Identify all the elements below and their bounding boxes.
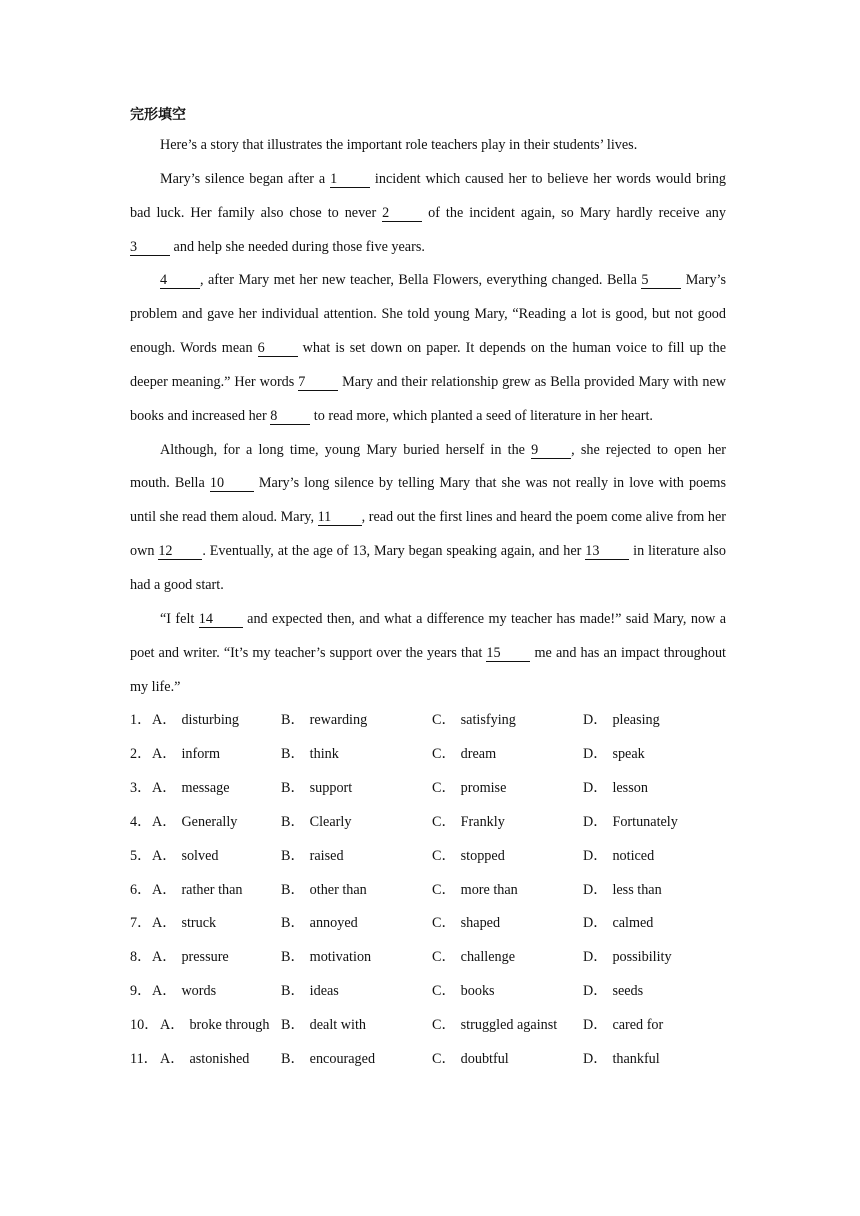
choice-text: shaped	[460, 915, 501, 932]
passage-paragraph	[130, 603, 726, 705]
choice-letter: A．	[152, 949, 177, 966]
question-number: 8．	[130, 949, 152, 966]
choice-text: pleasing	[612, 712, 660, 729]
choice-text: lesson	[612, 780, 648, 797]
option-row	[130, 772, 726, 806]
choice-text: struggled against	[460, 1016, 558, 1033]
option-choice	[583, 840, 723, 874]
option-choice	[432, 738, 583, 772]
choice-letter: B．	[281, 949, 305, 966]
option-choice	[281, 874, 432, 908]
choice-text: raised	[309, 847, 344, 864]
choice-letter: C．	[432, 1050, 456, 1067]
option-choice	[152, 704, 281, 738]
choice-letter: B．	[281, 1050, 305, 1067]
option-choice	[281, 806, 432, 840]
choice-text: struck	[181, 915, 217, 932]
choice-text: seeds	[612, 983, 644, 1000]
option-choice	[432, 704, 583, 738]
choice-text: encouraged	[309, 1050, 376, 1067]
question-number: 6．	[130, 881, 152, 898]
option-choice	[281, 704, 432, 738]
choice-text: dream	[460, 746, 497, 763]
paragraph-text: . Eventually, at the age of 13, Mary began speaking again, and her	[202, 543, 586, 560]
option-choice	[432, 907, 583, 941]
option-choice	[152, 806, 281, 840]
choice-letter: B．	[281, 746, 305, 763]
answer-blank: 9	[531, 442, 571, 459]
choice-letter: B．	[281, 780, 305, 797]
answer-blank: 14	[199, 611, 243, 628]
choice-letter: D．	[583, 813, 608, 830]
choice-letter: D．	[583, 915, 608, 932]
choice-text: other than	[309, 881, 367, 898]
answer-blank: 6	[258, 340, 298, 357]
option-choice	[432, 874, 583, 908]
option-choice	[583, 975, 723, 1009]
option-choice	[152, 907, 281, 941]
choice-letter: A．	[152, 983, 177, 1000]
option-choice	[583, 941, 723, 975]
choice-letter: D．	[583, 1016, 608, 1033]
choice-text: calmed	[612, 915, 654, 932]
option-row	[130, 738, 726, 772]
option-row	[130, 840, 726, 874]
choice-letter: A．	[152, 881, 177, 898]
answer-blank: 3	[130, 239, 170, 256]
choice-letter: C．	[432, 847, 456, 864]
option-choice	[432, 806, 583, 840]
choice-text: think	[309, 746, 339, 763]
option-choice	[583, 1009, 723, 1043]
option-choice	[583, 806, 723, 840]
option-choice	[432, 840, 583, 874]
choice-letter: B．	[281, 847, 305, 864]
option-choice	[160, 1009, 281, 1043]
paragraph-text: , after Mary met her new teacher, Bella Flowers, everything changed. Bella	[200, 272, 642, 289]
option-choice	[281, 738, 432, 772]
passage-paragraph	[130, 264, 726, 433]
choice-letter: B．	[281, 983, 305, 1000]
option-choice	[583, 907, 723, 941]
paragraph-text: incident which caused her to believe her words would bring bad luck. Her family also chose to never	[130, 170, 726, 221]
answer-blank: 7	[298, 374, 338, 391]
paragraph-text: of the incident again, so Mary hardly receive any	[422, 204, 726, 221]
paragraph-text: , read out the first lines and heard the poem come alive from her own	[130, 509, 726, 560]
paragraph-text: Although, for a long time, young Mary buried herself in the	[160, 441, 532, 458]
option-row	[130, 806, 726, 840]
choice-letter: D．	[583, 881, 608, 898]
option-choice	[152, 738, 281, 772]
choice-letter: A．	[152, 780, 177, 797]
choice-text: motivation	[309, 949, 372, 966]
passage-paragraph	[130, 163, 726, 265]
answer-blank: 5	[641, 272, 681, 289]
paragraph-text: Mary’s silence began after a	[160, 170, 331, 187]
question-number: 1．	[130, 712, 152, 729]
paragraph-text: Mary’s long silence by telling Mary that she was not really in love with poems until she read them aloud. Mary,	[130, 475, 726, 526]
choice-text: noticed	[612, 847, 655, 864]
choice-text: Generally	[181, 813, 238, 830]
option-choice	[583, 1043, 723, 1077]
paragraph-text: and help she needed during those five years.	[170, 238, 425, 255]
paragraph-text: Mary’s problem and gave her individual attention. She told young Mary, “Reading a lot is good, but not good enough. Words mean	[130, 272, 726, 357]
choice-letter: A．	[160, 1016, 185, 1033]
answer-blank: 1	[330, 171, 370, 188]
section-heading: 完形填空	[130, 107, 186, 123]
choice-letter: A．	[152, 712, 177, 729]
question-number: 4．	[130, 813, 152, 830]
choice-text: books	[460, 983, 495, 1000]
choice-letter: D．	[583, 1050, 608, 1067]
option-choice	[583, 704, 723, 738]
choice-letter: D．	[583, 847, 608, 864]
choice-text: rather than	[181, 881, 243, 898]
option-row	[130, 874, 726, 908]
choice-text: words	[181, 983, 217, 1000]
option-choice	[281, 1009, 432, 1043]
choice-letter: B．	[281, 813, 305, 830]
choice-text: inform	[181, 746, 221, 763]
options-list	[130, 704, 726, 1076]
option-choice	[432, 941, 583, 975]
choice-text: challenge	[460, 949, 516, 966]
choice-text: stopped	[460, 847, 505, 864]
option-choice	[152, 874, 281, 908]
option-row	[130, 704, 726, 738]
choice-letter: A．	[152, 915, 177, 932]
option-choice	[281, 975, 432, 1009]
choice-text: message	[181, 780, 230, 797]
choice-letter: C．	[432, 746, 456, 763]
choice-text: satisfying	[460, 712, 516, 729]
choice-text: Clearly	[309, 813, 352, 830]
answer-blank: 4	[160, 272, 200, 289]
option-choice	[583, 738, 723, 772]
option-choice	[160, 1043, 281, 1077]
paragraph-text: “I felt	[160, 610, 199, 627]
choice-text: possibility	[612, 949, 672, 966]
choice-letter: D．	[583, 712, 608, 729]
choice-letter: B．	[281, 881, 305, 898]
paragraph-text: to read more, which planted a seed of literature in her heart.	[310, 407, 653, 424]
choice-text: ideas	[309, 983, 339, 1000]
choice-text: broke through	[189, 1016, 270, 1033]
choice-letter: D．	[583, 983, 608, 1000]
choice-text: astonished	[189, 1050, 250, 1067]
question-number: 3．	[130, 780, 152, 797]
option-choice	[152, 772, 281, 806]
paragraph-text: Mary and their relationship grew as Bella provided Mary with new books and increased her	[130, 373, 726, 424]
choice-text: disturbing	[181, 712, 239, 729]
option-choice	[432, 975, 583, 1009]
choice-letter: C．	[432, 949, 456, 966]
choice-text: more than	[460, 881, 518, 898]
option-choice	[281, 1043, 432, 1077]
passage	[130, 129, 726, 704]
choice-text: thankful	[612, 1050, 660, 1067]
choice-text: speak	[612, 746, 645, 763]
choice-letter: A．	[160, 1050, 185, 1067]
answer-blank: 15	[486, 645, 530, 662]
question-number: 5．	[130, 847, 152, 864]
choice-text: rewarding	[309, 712, 368, 729]
option-row	[130, 975, 726, 1009]
question-number: 9．	[130, 983, 152, 1000]
option-row	[130, 907, 726, 941]
passage-paragraph	[130, 434, 726, 603]
choice-letter: C．	[432, 712, 456, 729]
passage-paragraph	[130, 129, 726, 163]
choice-letter: A．	[152, 847, 177, 864]
option-choice	[583, 874, 723, 908]
choice-text: annoyed	[309, 915, 358, 932]
choice-text: promise	[460, 780, 507, 797]
question-number: 10．	[130, 1016, 159, 1033]
choice-text: less than	[612, 881, 662, 898]
choice-letter: C．	[432, 813, 456, 830]
choice-text: doubtful	[460, 1050, 509, 1067]
paragraph-text: and expected then, and what a difference my teacher has made!” said Mary, now a poet and writer. “It’s my teacher’s support over the years that	[130, 610, 726, 661]
choice-letter: D．	[583, 746, 608, 763]
choice-letter: C．	[432, 881, 456, 898]
option-row	[130, 1043, 726, 1077]
question-number: 2．	[130, 746, 152, 763]
choice-letter: D．	[583, 949, 608, 966]
choice-letter: B．	[281, 915, 305, 932]
option-choice	[281, 840, 432, 874]
option-choice	[152, 975, 281, 1009]
paragraph-text: what is set down on paper. It depends on the human voice to fill up the deeper meaning.” Her words	[130, 340, 727, 390]
choice-letter: C．	[432, 983, 456, 1000]
option-choice	[281, 772, 432, 806]
choice-letter: A．	[152, 746, 177, 763]
option-choice	[152, 840, 281, 874]
option-choice	[281, 941, 432, 975]
paragraph-text: in literature also had a good start.	[130, 543, 727, 593]
choice-letter: C．	[432, 780, 456, 797]
answer-blank: 12	[158, 543, 202, 560]
choice-text: pressure	[181, 949, 229, 966]
option-choice	[583, 772, 723, 806]
choice-text: solved	[181, 847, 219, 864]
choice-text: dealt with	[309, 1016, 366, 1033]
choice-text: cared for	[612, 1016, 664, 1033]
choice-letter: C．	[432, 915, 456, 932]
answer-blank: 10	[210, 475, 254, 492]
answer-blank: 2	[382, 205, 422, 222]
option-choice	[152, 941, 281, 975]
document-page	[130, 103, 726, 1077]
paragraph-text: Here’s a story that illustrates the important role teachers play in their students’ lives.	[160, 137, 638, 153]
question-number: 11．	[130, 1050, 158, 1067]
choice-letter: B．	[281, 712, 305, 729]
question-number: 7．	[130, 915, 152, 932]
answer-blank: 13	[585, 543, 629, 560]
choice-letter: C．	[432, 1016, 456, 1033]
choice-letter: D．	[583, 780, 608, 797]
choice-text: Frankly	[460, 813, 505, 830]
choice-text: Fortunately	[612, 813, 678, 830]
option-row	[130, 1009, 726, 1043]
choice-letter: B．	[281, 1016, 305, 1033]
option-choice	[432, 772, 583, 806]
option-choice	[432, 1009, 583, 1043]
paragraph-text: me and has an impact throughout my life.”	[130, 644, 726, 695]
option-choice	[281, 907, 432, 941]
answer-blank: 11	[318, 509, 362, 526]
answer-blank: 8	[270, 408, 310, 425]
choice-letter: A．	[152, 813, 177, 830]
choice-text: support	[309, 780, 353, 797]
option-row	[130, 941, 726, 975]
paragraph-text: , she rejected to open her mouth. Bella	[130, 441, 726, 492]
option-choice	[432, 1043, 583, 1077]
